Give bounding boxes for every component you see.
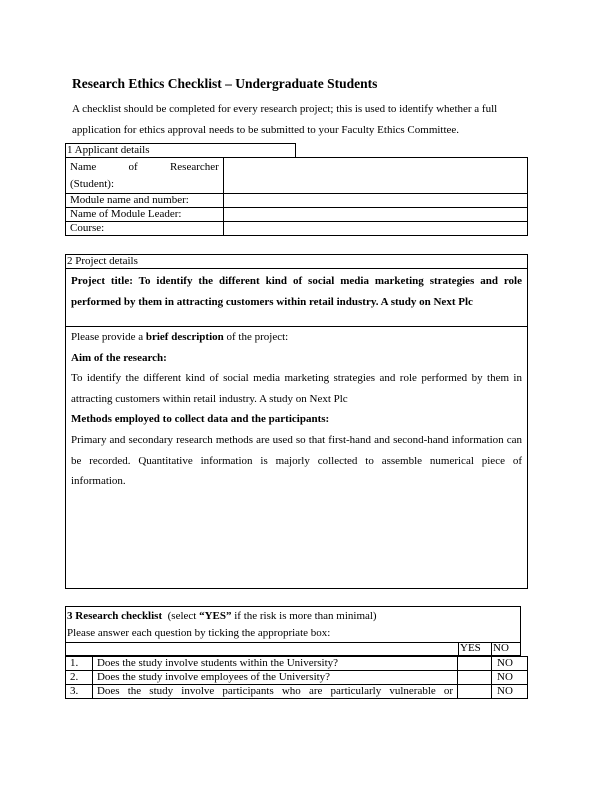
checklist-table: [65, 656, 528, 699]
no-checkbox-cell[interactable]: NO: [492, 685, 528, 699]
researcher-name-field[interactable]: [223, 158, 527, 194]
yes-column-header: YES: [458, 642, 491, 655]
name-word-3: Researcher: [169, 161, 219, 173]
name-word-2: of: [128, 161, 138, 173]
checklist-instruction: Please answer each question by ticking the appropriate box:: [67, 627, 331, 639]
description-prompt: Please provide a brief description of the project:: [71, 331, 289, 343]
yes-checkbox-cell[interactable]: [458, 657, 492, 671]
yes-no-header-row: [65, 642, 521, 656]
question-number: 2.: [66, 671, 93, 685]
module-name-field[interactable]: [223, 194, 527, 208]
project-description-cell[interactable]: [66, 327, 527, 492]
researcher-name-label: [66, 158, 224, 194]
project-title: Project title: To identify the different kind of social media marketing strategies and role performed by them in attracting customers within retail industry. A study on Next Plc: [71, 275, 522, 308]
name-word-1: Name: [70, 161, 97, 173]
question-number: 1.: [66, 657, 93, 671]
applicant-details-table: [65, 157, 528, 236]
checklist-row: [66, 671, 528, 685]
applicant-details-heading: 1 Applicant details: [65, 143, 296, 158]
checklist-heading: 3 Research checklist (select “YES” if the risk is more than minimal): [67, 610, 377, 622]
project-title-cell: [66, 269, 527, 327]
checklist-row: [66, 685, 528, 699]
no-checkbox-cell[interactable]: NO: [492, 657, 528, 671]
name-line-2: (Student):: [70, 178, 114, 190]
course-field[interactable]: [223, 222, 527, 236]
methods-heading: Methods employed to collect data and the participants:: [71, 413, 330, 426]
module-leader-field[interactable]: [223, 208, 527, 222]
project-details-heading: 2 Project details: [66, 255, 527, 269]
methods-text: Primary and secondary research methods are used so that first-hand and second-hand information can be recorded. Quantitative information is majorly collected to assemble numerical piece of information.: [71, 433, 522, 488]
checklist-row: [66, 657, 528, 671]
no-checkbox-cell[interactable]: NO: [492, 671, 528, 685]
page-title: Research Ethics Checklist – Undergraduate Students: [72, 76, 378, 91]
yes-checkbox-cell[interactable]: [458, 671, 492, 685]
intro-paragraph: A checklist should be completed for every research project; this is used to identify whether a full application for ethics approval needs to be submitted to your Faculty Ethics Committee.: [72, 103, 498, 136]
no-column-header: NO: [491, 642, 521, 655]
question-text: Does the study involve employees of the University?: [92, 671, 457, 685]
course-label: Course:: [66, 222, 224, 236]
module-leader-label: Name of Module Leader:: [66, 208, 224, 222]
research-checklist-header: [65, 606, 521, 643]
aim-heading: Aim of the research:: [71, 351, 167, 364]
module-name-label: Module name and number:: [66, 194, 224, 208]
project-details-box: [65, 254, 528, 589]
question-text: Does the study involve participants who are particularly vulnerable or: [92, 685, 457, 699]
question-text: Does the study involve students within the University?: [92, 657, 457, 671]
yes-checkbox-cell[interactable]: [458, 685, 492, 699]
aim-text: To identify the different kind of social media marketing strategies and role performed by them in attracting customers within retail industry. A study on Next Plc: [71, 372, 522, 405]
question-number: 3.: [66, 685, 93, 699]
